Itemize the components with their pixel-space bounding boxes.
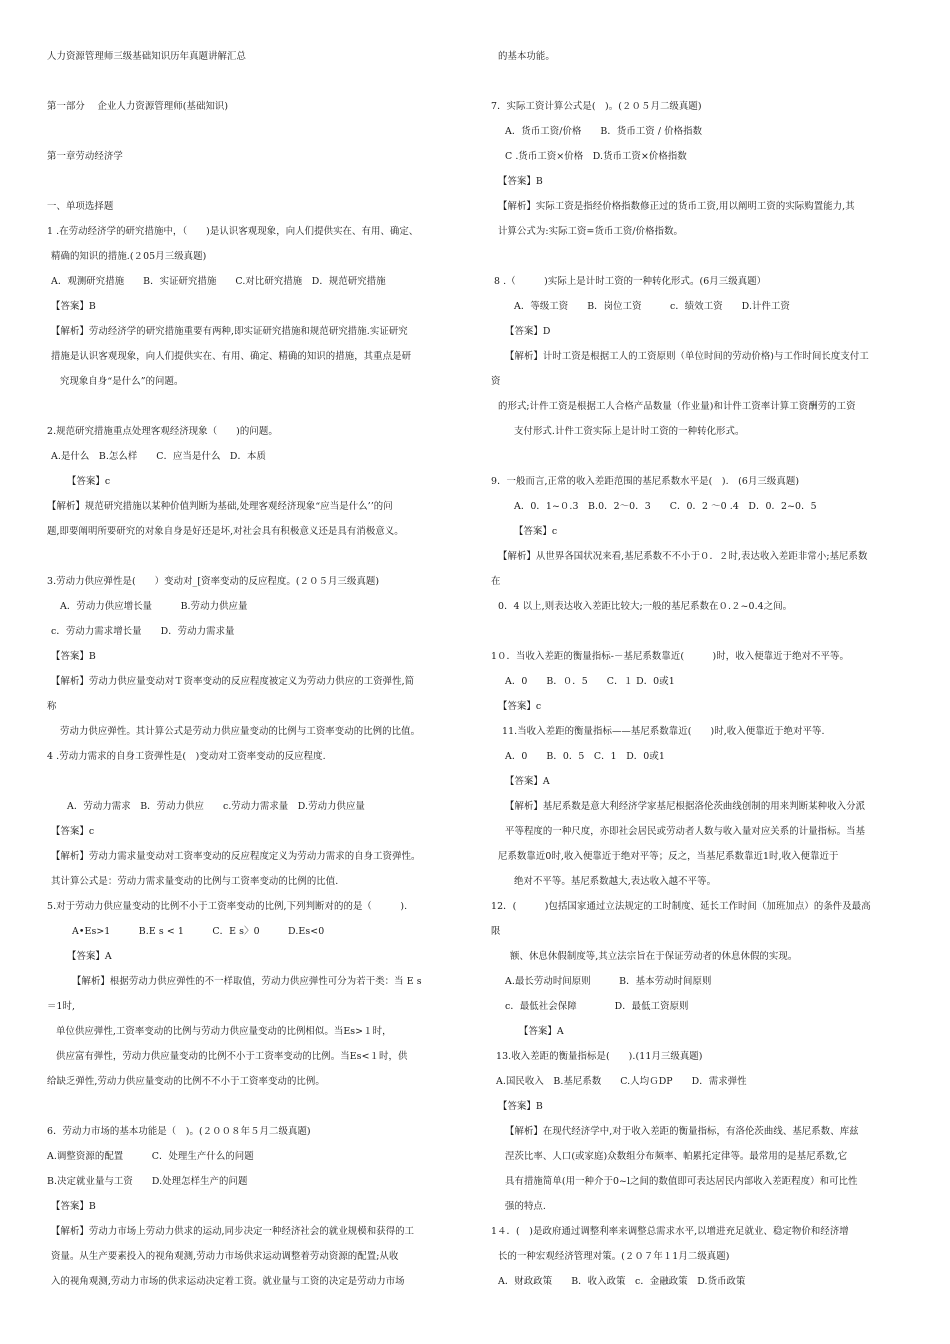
- right-line-8: 8 .（ )实际上是计时工资的一种转化形式。(6月三级真题）: [494, 276, 767, 287]
- left-line-11: 究现象自身“是什么”的问题。: [60, 376, 184, 387]
- right-line-32: 限: [491, 926, 501, 937]
- left-line-20: 【答案】B: [51, 651, 96, 662]
- right-line-12: 资: [491, 376, 501, 387]
- left-line-28: 其计算公式是：劳动力需求量变动的比例与工资率变动的比例的比值.: [51, 876, 339, 887]
- right-line-21: 1０．当收入差距的衡量指标-－基尼系数靠近( )时，收入便靠近于绝对不平等。: [491, 651, 849, 662]
- right-line-41: 涅茨比率、人口(或家庭)众数组分布频率、帕累托定律等。最常用的是基尼系数,它: [505, 1151, 848, 1162]
- left-line-1: 人力资源管理师三级基础知识历年真题讲解汇总: [47, 51, 246, 62]
- right-line-40: 【解析】在现代经济学中,对于收入差距的衡量指标，有洛伦茨曲线、基尼系数、库兹: [505, 1126, 859, 1137]
- right-line-38: A.国民收入 B.基尼系数 C.人均ＧDP D．需求弹性: [496, 1076, 747, 1087]
- left-line-2: 第一部分 企业人力资源管理师(基础知识): [47, 101, 229, 112]
- left-line-25: A．劳动力需求 B．劳动力供应 c.劳动力需求量 D.劳动力供应量: [67, 801, 365, 812]
- right-line-1: 的基本功能。: [498, 51, 555, 62]
- left-line-37: 6．劳动力市场的基本功能是（ )。(２００８年５月二级真题): [47, 1126, 311, 1137]
- left-line-39: B.决定就业量与工资 D.处理怎样生产的问题: [47, 1176, 248, 1187]
- right-line-14: 支付形式.计件工资实际上是计时工资的一种转化形式。: [514, 426, 745, 437]
- right-line-17: 【答案】c: [514, 526, 558, 537]
- left-line-35: 供应富有弹性，劳动力供应量变动的比例不小于工资率变动的比例。当Es<１时，供: [56, 1051, 408, 1062]
- right-line-43: 强的特点.: [505, 1201, 546, 1212]
- right-line-29: 尼系数靠近0时,收入便靠近于绝对平等；反之，当基尼系数靠近1时,收入便靠近于: [498, 851, 839, 862]
- left-line-22: 称: [47, 701, 57, 712]
- left-line-40: 【答案】B: [51, 1201, 96, 1212]
- left-line-3: 第一章劳动经济学: [47, 151, 123, 162]
- left-line-33: ＝1时,: [47, 1001, 76, 1012]
- right-line-42: 具有措施简单(用一种介于0~l之间的数值即可表达居民内部收入差距程度）和可比性: [505, 1176, 858, 1187]
- right-line-36: 【答案】A: [519, 1026, 564, 1037]
- left-line-15: 【解析】规范研究措施以某种价值判断为基础,处理客观经济现象“应当是什么’’的问: [47, 501, 393, 512]
- left-line-18: A．劳动力供应增长量 B.劳动力供应量: [60, 601, 248, 612]
- left-line-5: 1 .在劳动经济学的研究措施中，（ )是认识客观现象，向人们提供实在、有用、确定、: [47, 226, 419, 237]
- right-line-20: 0．4 以上,则表达收入差距比较大;一般的基尼系数在０.２~0.4之间。: [498, 601, 793, 612]
- right-line-6: 【解析】实际工资是指经价格指数修正过的货币工资,用以阐明工资的实际购置能力,其: [498, 201, 855, 212]
- left-line-21: 【解析】劳动力供应量变动对Ｔ资率变动的反应程度被定义为劳动力供应的工资弹性,简: [51, 676, 415, 687]
- right-line-5: 【答案】B: [498, 176, 543, 187]
- right-line-31: 12．( )包括国家通过立法规定的工时制度、延长工作时间（加班加点）的条件及最高: [491, 901, 871, 912]
- left-line-12: 2.规范研究措施重点处理客观经济现象（ )的问题。: [47, 426, 278, 437]
- right-line-46: A．财政政策 B．收入政策 c．金融政策 D.货币政策: [498, 1276, 746, 1287]
- left-line-31: 【答案】A: [67, 951, 112, 962]
- left-line-27: 【解析】劳动力需求量变动对工资率变动的反应程度定义为劳动力需求的自身工资弹性。: [51, 851, 421, 862]
- left-line-24: 4 .劳动力需求的自身工资弹性是( )变动对工资率变动的反应程度.: [47, 751, 326, 762]
- left-line-10: 措施是认识客观现象，向人们提供实在、有用、确定、精确的知识的措施，其重点是研: [51, 351, 412, 362]
- left-line-4: 一、单项选择题: [47, 201, 114, 212]
- right-line-16: A．0．1~０.3 B.0．2～0．3 C．0．2 ～0 .4 D．0．2~0．5: [514, 501, 817, 512]
- left-line-19: c．劳动力需求增长量 D．劳动力需求量: [51, 626, 235, 637]
- right-line-13: 的形式;计件工资是根据工人合格产品数量（作业量)和计件工资率计算工资酬劳的工资: [498, 401, 856, 412]
- right-line-3: A．货币工资/价格 B．货币工资 / 价格指数: [505, 126, 703, 137]
- left-line-23: 劳动力供应弹性。其计算公式是劳动力供应量变动的比例与工资率变动的比例的比值。: [60, 726, 421, 737]
- left-line-9: 【解析】劳动经济学的研究措施重要有两种,即实证研究措施和规范研究措施.实证研究: [51, 326, 408, 337]
- right-line-18: 【解析】从世界各国状况来看,基尼系数不不小于０．２时,表达收入差距非常小;基尼系数: [498, 551, 868, 562]
- left-line-26: 【答案】c: [51, 826, 95, 837]
- left-line-16: 题,即要阐明所要研究的对象自身是好还是坏,对社会具有积极意义还是具有消极意义。: [47, 526, 404, 537]
- right-line-25: A．0 B．0．5 C．1 D．0或1: [505, 751, 665, 762]
- left-line-30: A•Es>1 B.E s < 1 C．E s〉0 D.Es<0: [72, 926, 325, 937]
- right-line-39: 【答案】B: [498, 1101, 543, 1112]
- left-line-41: 【解析】劳动力市场上劳动力供求的运动,同步决定一种经济社会的就业规模和获得的工: [51, 1226, 415, 1237]
- right-line-30: 绝对不平等。基尼系数越大,表达收入越不平等。: [514, 876, 717, 887]
- left-line-38: A.调整资源的配置 C．处理生产什么的问题: [47, 1151, 254, 1162]
- left-line-32: 【解析】根据劳动力供应弹性的不一样取值，劳动力供应弹性可分为若干类：当 E s: [72, 976, 422, 987]
- right-line-34: A.最长劳动时间原则 B．基本劳动时间原则: [505, 976, 712, 987]
- right-line-22: A．0 B．０．5 C．１ D．0或1: [505, 676, 675, 687]
- left-line-6: 精确的知识的措施.(２05月三级真题): [51, 251, 207, 262]
- right-line-4: C .货币工资×价格 D.货币工资×价格指数: [505, 151, 687, 162]
- right-line-24: 11.当收入差距的衡量指标——基尼系数靠近( )时,收入便靠近于绝对平等.: [502, 726, 825, 737]
- right-line-33: 额、休息休假制度等,其立法宗旨在于保证劳动者的休息休假的实现。: [510, 951, 798, 962]
- left-line-7: A．观测研究措施 B．实证研究措施 C.对比研究措施 D．规范研究措施: [51, 276, 386, 287]
- left-line-36: 给缺乏弹性,劳动力供应量变动的比例不不小于工资率变动的比例。: [47, 1076, 325, 1087]
- right-line-11: 【解析】计时工资是根据工人的工资原则（单位时间的劳动价格)与工作时间长度支付工: [505, 351, 869, 362]
- right-line-27: 【解析】基尼系数是意大利经济学家基尼根据洛伦茨曲线创制的用来判断某种收入分派: [505, 801, 866, 812]
- right-line-7: 计算公式为:实际工资=货币工资/价格指数。: [498, 226, 684, 237]
- right-line-28: 平等程度的一种尺度，亦即社会居民或劳动者人数与收入量对应关系的计量指标。当基: [505, 826, 866, 837]
- left-line-29: 5.对于劳动力供应量变动的比例不小于工资率变动的比例,下列判断对的的是（ ).: [47, 901, 408, 912]
- left-line-42: 资量。从生产要素投入的视角观测,劳动力市场供求运动调整着劳动资源的配置;从收: [51, 1251, 399, 1262]
- left-line-13: A.是什么 B.怎么样 C．应当是什么 D．本质: [51, 451, 266, 462]
- right-line-26: 【答案】A: [505, 776, 550, 787]
- right-line-23: 【答案】c: [498, 701, 542, 712]
- right-line-15: 9．一般而言,正常的收入差距范围的基尼系数水平是( ). (6月三级真题): [491, 476, 800, 487]
- right-line-35: c．最低社会保障 D．最低工资原则: [505, 1001, 689, 1012]
- right-line-19: 在: [491, 576, 501, 587]
- left-line-17: 3.劳动力供应弹性是( ）变动对_[资率变动的反应程度。(２０５月三级真题): [47, 576, 380, 587]
- right-line-10: 【答案】D: [505, 326, 551, 337]
- left-line-8: 【答案】B: [51, 301, 96, 312]
- right-line-44: 1４．( )是政府通过调整利率来调整总需求水平,以增进充足就业、稳定物价和经济增: [491, 1226, 849, 1237]
- right-line-37: 13.收入差距的衡量指标是( ).(11月三级真题): [496, 1051, 703, 1062]
- left-line-14: 【答案】c: [67, 476, 111, 487]
- right-line-45: 长的一种宏观经济管理对策。(２０７年１1月二级真题): [498, 1251, 730, 1262]
- left-line-34: 单位供应弹性,工资率变动的比例与劳动力供应量变动的比例相似。当Es>１时，: [56, 1026, 392, 1037]
- right-line-2: 7．实际工资计算公式是( )。(２０５月二级真题): [491, 101, 702, 112]
- right-line-9: A．等级工资 B．岗位工资 c．绩效工资 D.计件工资: [514, 301, 790, 312]
- left-line-43: 入的视角观测,劳动力市场的供求运动决定着工资。就业量与工资的决定是劳动力市场: [51, 1276, 405, 1287]
